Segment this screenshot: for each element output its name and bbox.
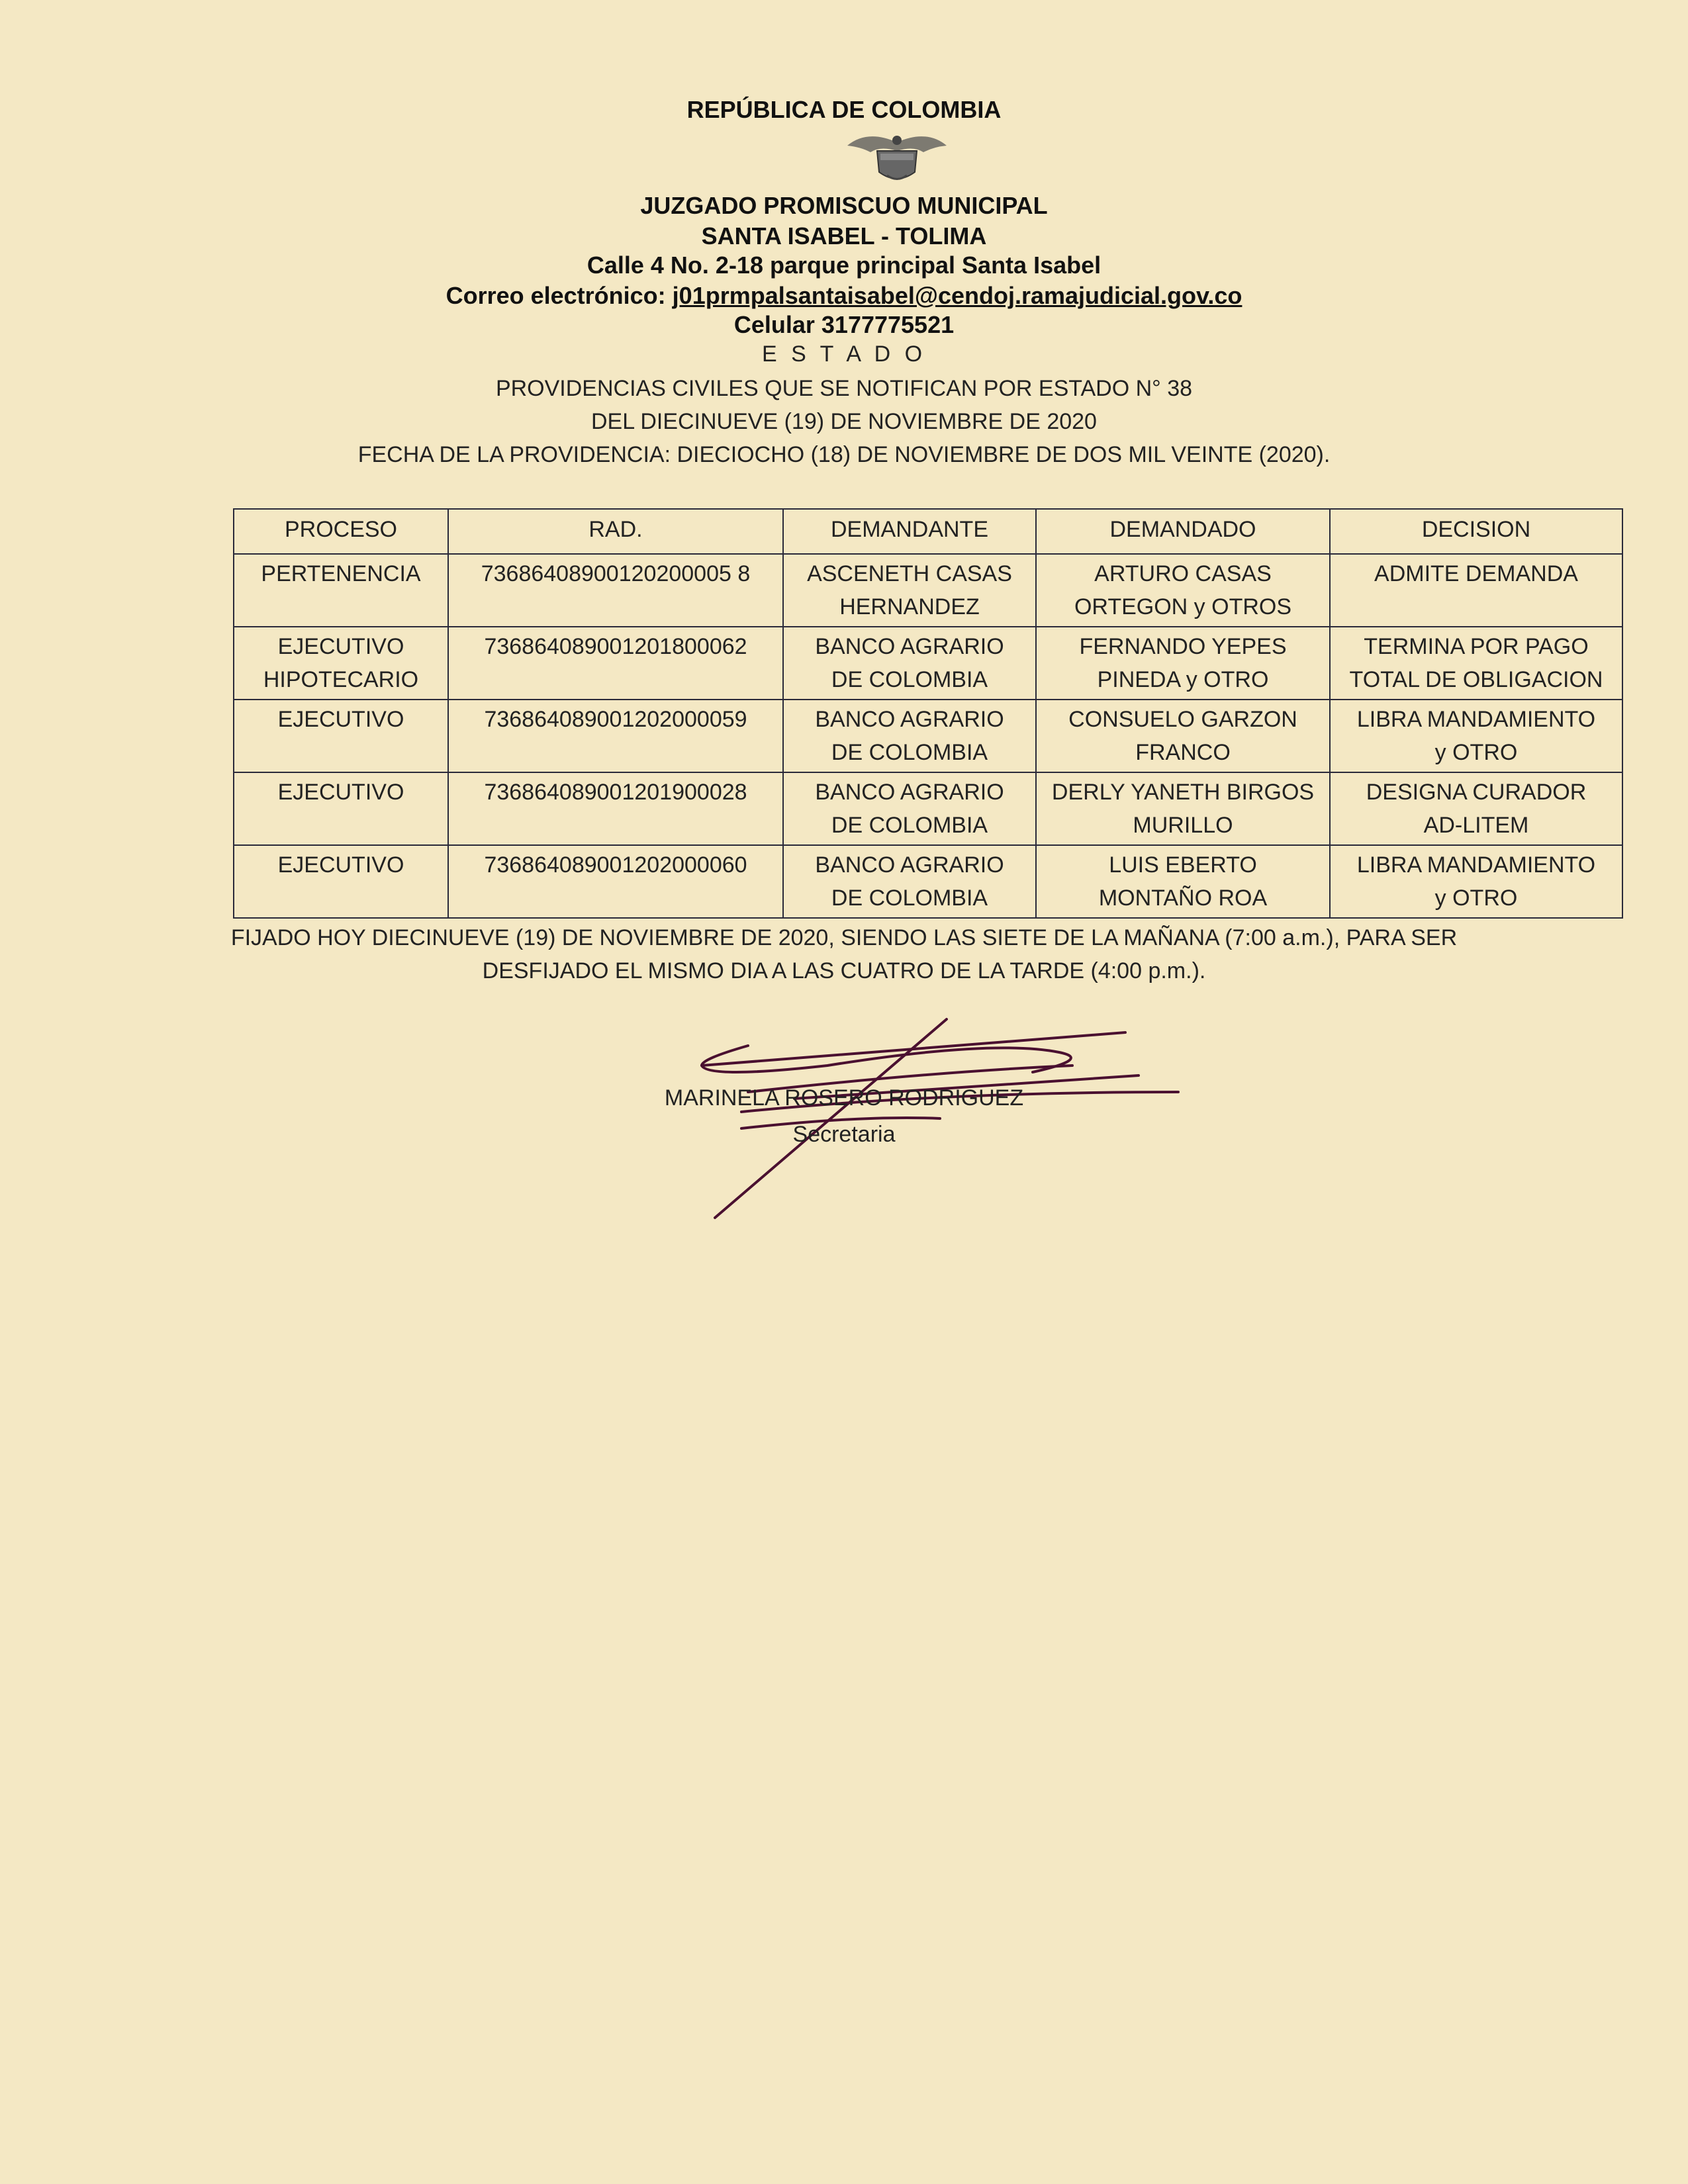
signer-name: MARINELA ROSERO RODRIGUEZ [664,1085,1024,1111]
cell-decision: TERMINA POR PAGO TOTAL DE OBLIGACION [1330,627,1622,700]
header-decision: DECISION [1330,509,1622,554]
cell-demandado: DERLY YANETH BIRGOS MURILLO [1036,772,1330,845]
fijado-line-1: FIJADO HOY DIECINUEVE (19) DE NOVIEMBRE DE 2020, SIENDO LAS SIETE DE LA MAÑANA (7:00 a.m.), PARA SER [230,925,1458,950]
cell-demandado: FERNANDO YEPES PINEDA y OTRO [1036,627,1330,700]
cell-demandante: BANCO AGRARIO DE COLOMBIA [783,627,1036,700]
estado-number-line: PROVIDENCIAS CIVILES QUE SE NOTIFICAN POR ESTADO N° 38 [495,376,1193,401]
cell-decision: LIBRA MANDAMIENTO y OTRO [1330,700,1622,772]
cell-rad: 736864089001202000059 [448,700,783,772]
cell-decision: DESIGNA CURADOR AD-LITEM [1330,772,1622,845]
cell-decision: LIBRA MANDAMIENTO y OTRO [1330,845,1622,918]
cell-demandante: BANCO AGRARIO DE COLOMBIA [783,845,1036,918]
email-label: Correo electrónico: [445,282,673,309]
cell-proceso: EJECUTIVO HIPOTECARIO [234,627,448,700]
cell-demandante: ASCENETH CASAS HERNANDEZ [783,554,1036,627]
table-row [234,845,1622,918]
header-rad: RAD. [448,509,783,554]
fijado-line-2: DESFIJADO EL MISMO DIA A LAS CUATRO DE LA TARDE (4:00 p.m.). [482,958,1206,983]
signer-title: Secretaria [792,1122,896,1147]
cell-proceso: EJECUTIVO [234,772,448,845]
table-row [234,554,1622,627]
cell-demandante: BANCO AGRARIO DE COLOMBIA [783,772,1036,845]
cell-proceso: EJECUTIVO [234,700,448,772]
cell-demandado: LUIS EBERTO MONTAÑO ROA [1036,845,1330,918]
court-email-line [0,282,1688,310]
country-title: REPÚBLICA DE COLOMBIA [686,96,1002,123]
colombia-coat-of-arms-icon [841,126,953,185]
cell-rad: 736864089001201900028 [448,772,783,845]
table-row [234,627,1622,700]
header-proceso: PROCESO [234,509,448,554]
header-demandado: DEMANDADO [1036,509,1330,554]
email-link[interactable]: j01prmpalsantaisabel@cendoj.ramajudicial.gov.co [672,282,1243,309]
cell-rad: 73686408900120200005 8 [448,554,783,627]
header-demandante: DEMANDANTE [783,509,1036,554]
cell-proceso: PERTENENCIA [234,554,448,627]
court-location: SANTA ISABEL - TOLIMA [701,222,987,250]
table-row [234,772,1622,845]
estado-date-line: DEL DIECINUEVE (19) DE NOVIEMBRE DE 2020 [591,409,1097,434]
providencia-date-line: FECHA DE LA PROVIDENCIA: DIECIOCHO (18) DE NOVIEMBRE DE DOS MIL VEINTE (2020). [357,442,1331,467]
handwritten-signature [662,993,1258,1231]
cell-rad: 736864089001201800062 [448,627,783,700]
court-name: JUZGADO PROMISCUO MUNICIPAL [640,192,1048,219]
cell-decision: ADMITE DEMANDA [1330,554,1622,627]
document-type: E S T A D O [761,341,927,367]
table-row [234,700,1622,772]
cell-rad: 736864089001202000060 [448,845,783,918]
estado-table [233,508,1623,919]
table-header-row [234,509,1622,554]
cell-demandante: BANCO AGRARIO DE COLOMBIA [783,700,1036,772]
cell-demandado: CONSUELO GARZON FRANCO [1036,700,1330,772]
court-address: Calle 4 No. 2-18 parque principal Santa Isabel [586,251,1102,279]
cell-demandado: ARTURO CASAS ORTEGON y OTROS [1036,554,1330,627]
cell-proceso: EJECUTIVO [234,845,448,918]
court-phone: Celular 3177775521 [733,311,955,338]
